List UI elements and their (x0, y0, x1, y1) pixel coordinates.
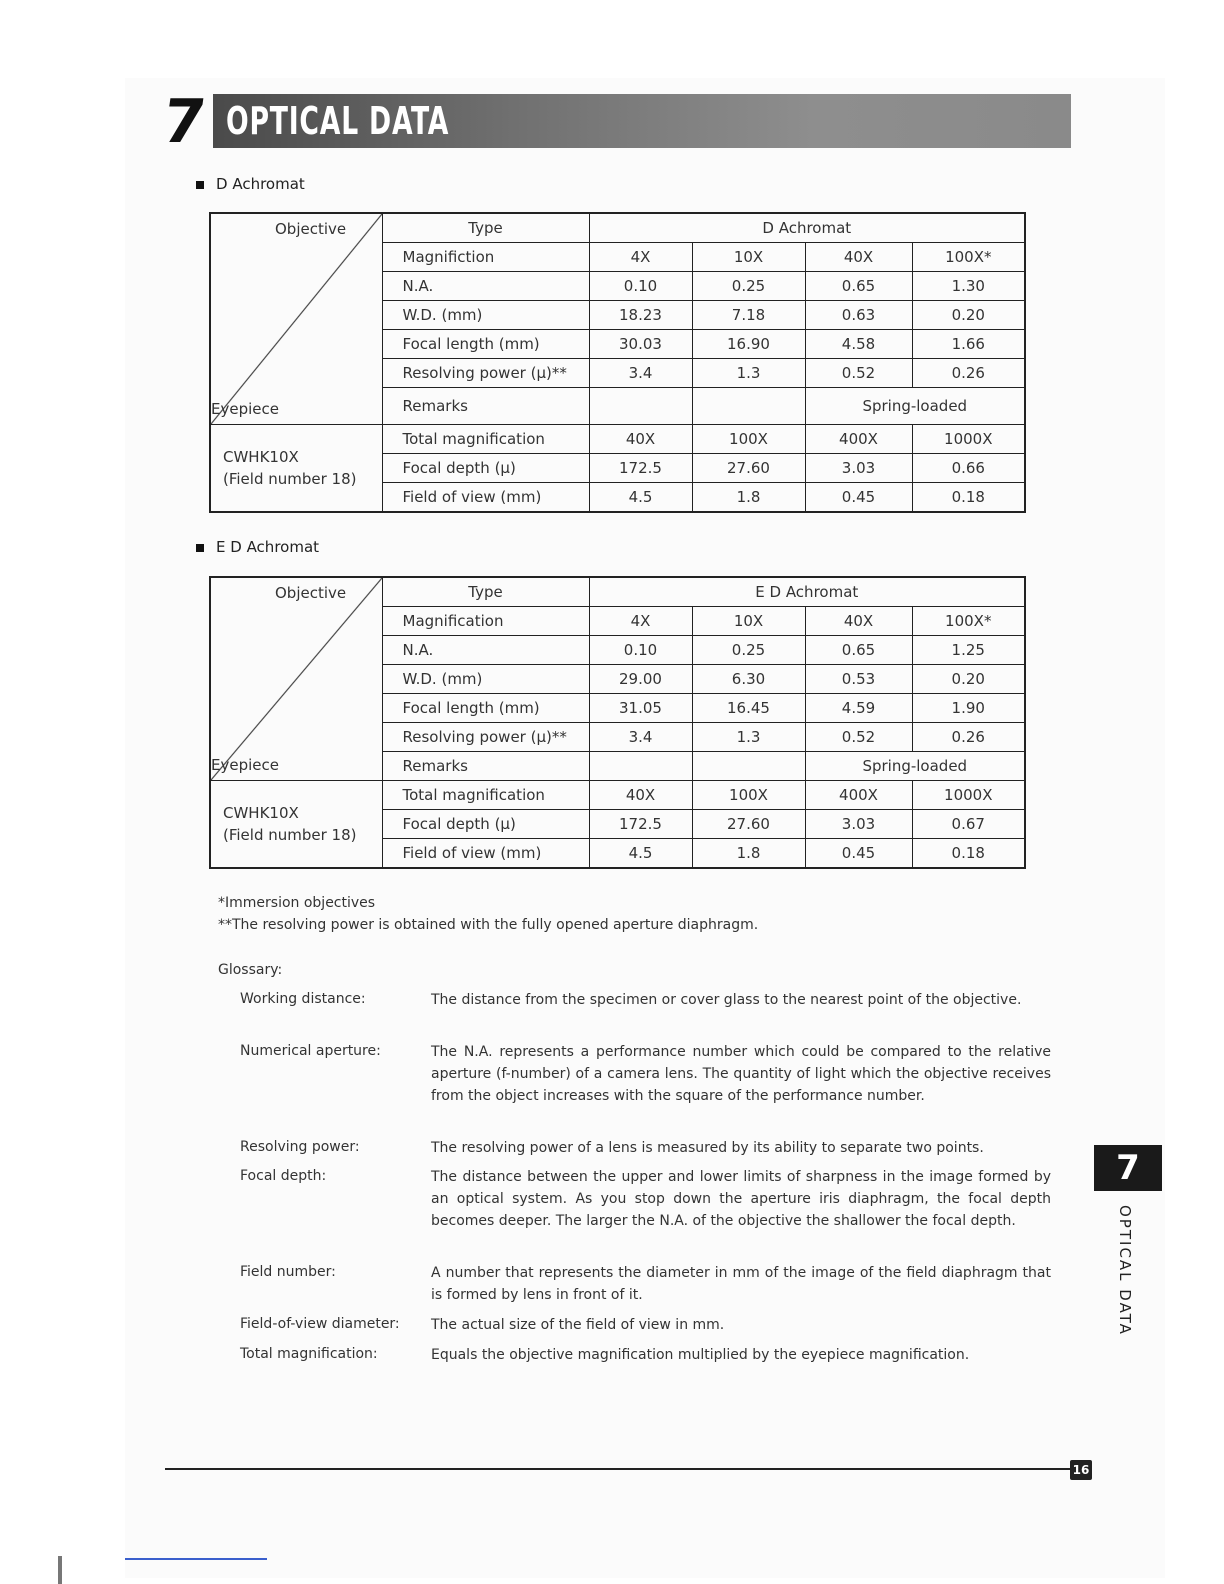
cell: 0.25 (692, 272, 805, 301)
glossary-definition: A number that represents the diameter in mm of the image of the field diaphragm that is formed by lens in front of it. (431, 1265, 1051, 1303)
cell: 29.00 (589, 665, 692, 694)
glossary-term: Working distance: (240, 991, 366, 1007)
cell: 1.3 (692, 359, 805, 388)
remarks-value: Spring-loaded (805, 752, 1025, 781)
eyepiece-cell (210, 781, 382, 869)
bullet-square-icon (196, 181, 204, 189)
cell: 40X (589, 425, 692, 454)
cell: 16.45 (692, 694, 805, 723)
cell: 0.10 (589, 272, 692, 301)
cell: 400X (805, 781, 912, 810)
side-tab-label: OPTICAL DATA (1116, 1205, 1134, 1336)
cell: 0.52 (805, 359, 912, 388)
cell: 4.59 (805, 694, 912, 723)
cell: 30.03 (589, 330, 692, 359)
objective-label: Objective (275, 584, 347, 602)
cell: 3.4 (589, 359, 692, 388)
row-label: Focal depth (μ) (382, 454, 589, 483)
cell: 1.30 (912, 272, 1025, 301)
eyepiece-name: CWHK10X (223, 804, 299, 822)
cell: 100X (692, 425, 805, 454)
cell: 0.18 (912, 839, 1025, 869)
remarks-value: Spring-loaded (805, 388, 1025, 425)
cell: 18.23 (589, 301, 692, 330)
objective-eyepiece-header (210, 577, 382, 781)
row-label: N.A. (382, 636, 589, 665)
row-label: Resolving power (μ)** (382, 359, 589, 388)
cell: 100X* (912, 243, 1025, 272)
bullet-square-icon (196, 544, 204, 552)
eyepiece-label: Eyepiece (211, 756, 279, 774)
cell: 100X* (912, 607, 1025, 636)
cell: 4.58 (805, 330, 912, 359)
scan-edge-mark (58, 1556, 62, 1584)
cell: 4X (589, 243, 692, 272)
cell: 16.90 (692, 330, 805, 359)
objective-eyepiece-header (210, 213, 382, 425)
d-achromat-table (209, 212, 1026, 513)
glossary-definition: The distance between the upper and lower limits of sharpness in the image formed by an optical system. As you stop down the aperture iris diaphragm, the focal depth becomes deeper. The larger the N.A. of the objective the shallower the focal depth. (431, 1169, 1051, 1229)
table-row (210, 425, 1025, 454)
row-label: Total magnification (382, 781, 589, 810)
glossary-definition: The actual size of the field of view in mm. (431, 1317, 725, 1333)
cell: 10X (692, 243, 805, 272)
type-value: E D Achromat (589, 577, 1025, 607)
cell: 100X (692, 781, 805, 810)
footnote-resolving: **The resolving power is obtained with the fully opened aperture diaphragm. (218, 917, 759, 933)
cell: 400X (805, 425, 912, 454)
cell: 1000X (912, 425, 1025, 454)
footer-rule (165, 1468, 1070, 1470)
cell: 0.25 (692, 636, 805, 665)
cell: 3.03 (805, 810, 912, 839)
ed-achromat-table (209, 576, 1026, 869)
cell: 0.26 (912, 723, 1025, 752)
cell: 1.25 (912, 636, 1025, 665)
cell: 0.10 (589, 636, 692, 665)
cell: 0.45 (805, 839, 912, 869)
cell: 0.52 (805, 723, 912, 752)
cell: 4.5 (589, 483, 692, 513)
glossary-term: Field-of-view diameter: (240, 1316, 400, 1332)
remarks-label: Remarks (382, 752, 589, 781)
row-label: Focal length (mm) (382, 694, 589, 723)
cell: 1.66 (912, 330, 1025, 359)
cell: 1000X (912, 781, 1025, 810)
cell: 1.90 (912, 694, 1025, 723)
table-row (210, 577, 1025, 607)
cell: 0.65 (805, 272, 912, 301)
cell: 0.66 (912, 454, 1025, 483)
cell: 0.26 (912, 359, 1025, 388)
cell: 0.20 (912, 301, 1025, 330)
table-row (210, 781, 1025, 810)
cell (692, 752, 805, 781)
cell: 0.45 (805, 483, 912, 513)
row-label: W.D. (mm) (382, 665, 589, 694)
glossary-definition: Equals the objective magnification multiplied by the eyepiece magnification. (431, 1347, 970, 1363)
eyepiece-label: Eyepiece (211, 400, 279, 418)
cell: 0.20 (912, 665, 1025, 694)
scan-blue-line (125, 1558, 267, 1560)
row-label: W.D. (mm) (382, 301, 589, 330)
row-label: Field of view (mm) (382, 839, 589, 869)
cell (589, 388, 692, 425)
cell: 0.65 (805, 636, 912, 665)
eyepiece-cell (210, 425, 382, 513)
cell: 0.67 (912, 810, 1025, 839)
row-label: Magnifiction (382, 243, 589, 272)
type-label: Type (382, 213, 589, 243)
glossary-definition: The distance from the specimen or cover glass to the nearest point of the objective. (431, 992, 1022, 1008)
cell: 27.60 (692, 810, 805, 839)
cell: 27.60 (692, 454, 805, 483)
eyepiece-field: (Field number 18) (223, 470, 357, 488)
cell (589, 752, 692, 781)
glossary-definition: The resolving power of a lens is measured by its ability to separate two points. (431, 1140, 984, 1156)
row-label: Magnification (382, 607, 589, 636)
row-label: Total magnification (382, 425, 589, 454)
cell (692, 388, 805, 425)
cell: 0.63 (805, 301, 912, 330)
page-number: 16 (1070, 1460, 1092, 1480)
cell: 6.30 (692, 665, 805, 694)
glossary-term: Total magnification: (240, 1346, 378, 1362)
objective-label: Objective (275, 220, 347, 238)
row-label: N.A. (382, 272, 589, 301)
chapter-number: 7 (158, 87, 210, 157)
type-value: D Achromat (589, 213, 1025, 243)
cell: 40X (805, 243, 912, 272)
type-label: Type (382, 577, 589, 607)
glossary-term: Focal depth: (240, 1168, 327, 1184)
glossary-definition: The N.A. represents a performance number which could be compared to the relative aperture (f-number) of a camera lens. The quantity of light which the objective receives from the object increases with the square of the performance number. (431, 1044, 1051, 1104)
cell: 0.18 (912, 483, 1025, 513)
section-label-ed-achromat: E D Achromat (196, 538, 319, 556)
cell: 40X (805, 607, 912, 636)
section-label-d-achromat: D Achromat (196, 175, 305, 193)
glossary-term: Field number: (240, 1264, 336, 1280)
cell: 0.53 (805, 665, 912, 694)
glossary-term: Resolving power: (240, 1139, 360, 1155)
cell: 1.8 (692, 483, 805, 513)
row-label: Field of view (mm) (382, 483, 589, 513)
cell: 31.05 (589, 694, 692, 723)
row-label: Focal depth (μ) (382, 810, 589, 839)
cell: 4.5 (589, 839, 692, 869)
glossary-title: Glossary: (218, 962, 283, 978)
cell: 4X (589, 607, 692, 636)
cell: 172.5 (589, 454, 692, 483)
page-title: OPTICAL DATA (226, 99, 450, 143)
cell: 3.4 (589, 723, 692, 752)
row-label: Resolving power (μ)** (382, 723, 589, 752)
cell: 1.3 (692, 723, 805, 752)
table-row (210, 213, 1025, 243)
side-tab-number: 7 (1094, 1145, 1162, 1191)
row-label: Focal length (mm) (382, 330, 589, 359)
remarks-label: Remarks (382, 388, 589, 425)
cell: 3.03 (805, 454, 912, 483)
glossary-term: Numerical aperture: (240, 1043, 381, 1059)
cell: 1.8 (692, 839, 805, 869)
eyepiece-field: (Field number 18) (223, 826, 357, 844)
cell: 7.18 (692, 301, 805, 330)
cell: 40X (589, 781, 692, 810)
footnote-immersion: *Immersion objectives (218, 895, 376, 911)
cell: 10X (692, 607, 805, 636)
eyepiece-name: CWHK10X (223, 448, 299, 466)
cell: 172.5 (589, 810, 692, 839)
